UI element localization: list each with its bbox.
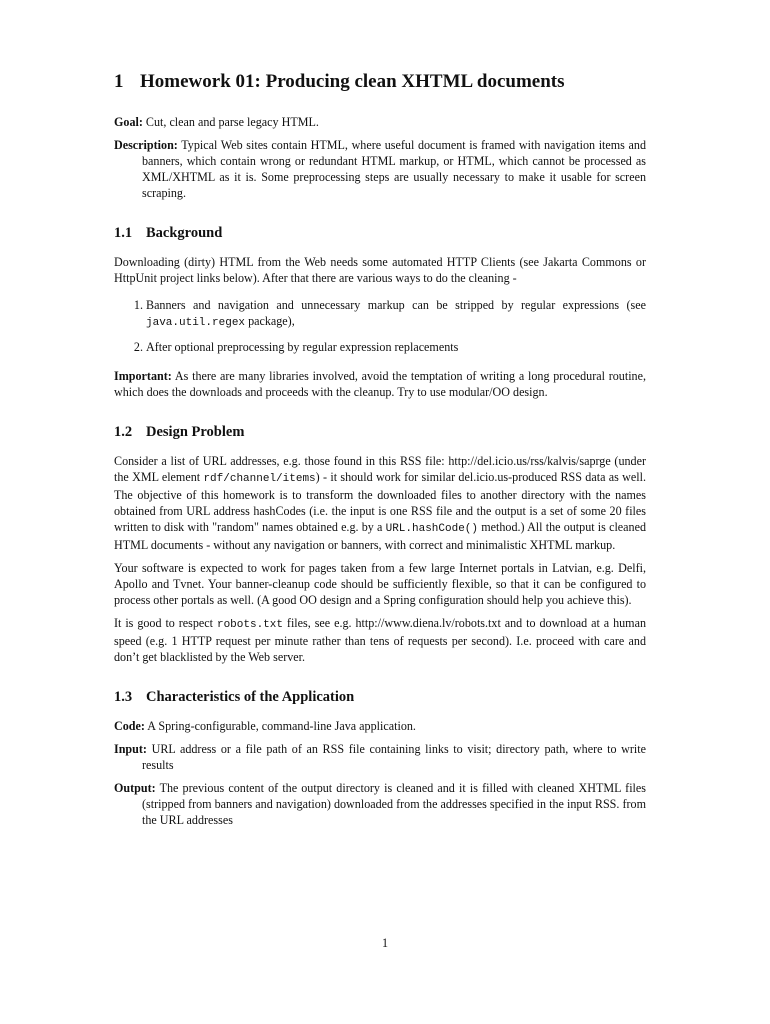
section-heading-text: Characteristics of the Application [146,689,355,705]
code-snippet: java.util.regex [146,317,246,329]
goal-text: Cut, clean and parse legacy HTML. [145,115,319,129]
output-paragraph: Output: The previous content of the output directory is cleaned and it is filled with cleaned XHTML files (stripped from banners and navigation) downloaded from the addresses specified in the input RSS. from the URL addresses [114,781,646,827]
important-paragraph [114,368,646,400]
design-paragraph-2: Your software is expected to work for pages taken from a few large Internet portals in Latvian, e.g. Delfi, Apollo and Tvnet. Your banner-cleanup code should be sufficiently flexible, so that it can be configured to process other portals as well. (A good OO design and a Spring configuration should help you achieve this). [114,561,646,607]
input-paragraph: Input: URL address or a file path of an RSS file containing links to visit; directory path, where to write results [114,742,646,772]
code-snippet: rdf/channel/items [203,473,316,485]
background-heading [114,223,646,243]
input-label: Input: [114,742,147,756]
design-heading [114,422,646,442]
characteristics-heading [114,687,646,707]
section-number: 1.2 [114,424,133,440]
document-page [114,70,646,835]
list-item: 2. After optional preprocessing by regular expression replacements [146,339,646,355]
section-number: 1 [114,71,124,92]
important-text: As there are many libraries involved, avoid the temptation of writing a long procedural routine, which does the downloads and proceeds with the cleanup. Try to use modular/OO design. [114,369,646,399]
code-paragraph: Code: A Spring-configurable, command-line Java application. [114,719,416,733]
description-text: Typical Web sites contain HTML, where useful document is framed with navigation items and banners, which contain wrong or redundant HTML markup, or HTML, which cannot be processed as XML/XHTML as it is. Some preprocessing steps are usually necessary to make it usable for screen scraping. [142,138,646,200]
section-heading-text: Background [146,225,223,241]
section-number: 1.1 [114,225,133,241]
page-title [114,70,646,94]
description-paragraph [114,137,646,201]
code-snippet: robots.txt [216,619,283,631]
section-number: 1.3 [114,689,133,705]
goal-label: Goal: [114,115,143,129]
section-heading-text: Design Problem [146,424,245,440]
list-item: 1. Banners and navigation and unnecessary markup can be stripped by regular expressions (see java.util.regex package), [146,297,646,331]
description-label: Description: [114,138,178,152]
code-snippet: URL.hashCode() [385,523,479,535]
important-label: Important: [114,369,172,383]
design-paragraph-1: Consider a list of URL addresses, e.g. those found in this RSS file: http://del.icio.us/rss/kalvis/saprge (under the XML element rdf/channel/items) - it should work for similar del.icio.us-produced RSS data as well. The objective of this homework is to transform the downloaded files to another directory with the names obtained from URL address hashCodes (i.e. the input is one RSS file and the output is a set of some 20 files written to disk with "random" names obtained e.g. by a URL.hashCode() method.) All the output is cleaned HTML documents - without any navigation or banners, with correct and minimalistic XHTML markup. [114,454,646,552]
background-intro: Downloading (dirty) HTML from the Web needs some automated HTTP Clients (see Jakarta Commons or HttpUnit project links below). After that there are various ways to do the cleaning - [114,255,646,285]
cleaning-steps-list [114,297,646,355]
code-label: Code: [114,719,145,733]
title-text: Homework 01: Producing clean XHTML documents [140,71,565,92]
design-paragraph-3: It is good to respect robots.txt files, see e.g. http://www.diena.lv/robots.txt and to download at a human speed (e.g. 1 HTTP request per minute rather than tens of requests per second). I.e. proceed with care and don’t get blacklisted by the Web server. [114,616,646,664]
goal-paragraph [114,114,646,130]
output-label: Output: [114,781,156,795]
page-number: 1 [381,936,389,950]
